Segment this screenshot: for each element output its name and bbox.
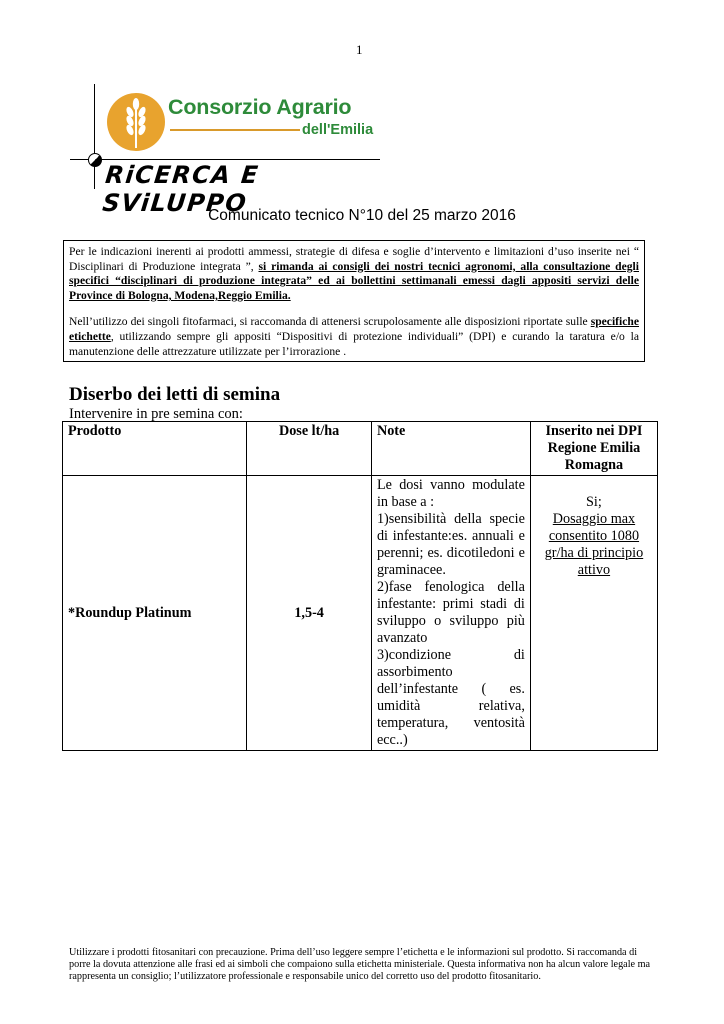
dpi-note: Dosaggio max consentito 1080 gr/ha di principio attivo [544, 511, 644, 578]
notice-p2-emphasis: specifiche etichette [69, 315, 639, 343]
notice-p2-text-end: , utilizzando sempre gli appositi “Dispositivi di protezione individuali” (DPI) e curando la taratura e/o la manutenzione delle attrezzature utilizzate per l’irrorazione . [69, 329, 639, 358]
footer-disclaimer: Utilizzare i prodotti fitosanitari con precauzione. Prima dell’uso leggere sempre l’etichetta e le informazioni sul prodotto. Si raccomanda di porre la dovuta attenzione alle frasi ed ai simboli che compaiono sulla etichetta ministeriale. Questa informativa non ha alcun valore legale ma rappresenta un consiglio; l’utilizzatore professionale e responsabile unico del corretto uso del prodotto fitosanitario. [69, 947, 651, 982]
notice-p1-emphasis: si rimanda ai consigli dei nostri tecnici agronomi, alla consultazione degli specifici “disciplinari di produzione integrata” ed ai bollettini settimanali emessi dagli appositi servizi delle Province di Bologna, Modena,Reggio Emilia. [69, 259, 639, 302]
notice-p1-text: Per le indicazioni inerenti ai prodotti ammessi, strategie di difesa e soglie d’intervento e limitazioni d’uso inserite nei “ Disciplinari di Produzione integrata ”, [69, 245, 639, 273]
logo-circle-mark [88, 153, 102, 167]
notice-paragraph-1 [69, 245, 639, 303]
product-notes-text: Le dosi vanno modulate in base a : 1)sensibilità della specie di infestante:es. annuali e perenni; es. dicotiledoni e graminacee. 2)fase fenologica della infestante: primi stadi di sviluppo o sviluppo più avanzato 3)condizione di assorbimento dell’infestante ( es. umidità relativa, temperatura, ventosità ecc..) [376, 477, 525, 748]
logo-brand-text: Consorzio Agrario [168, 95, 352, 119]
logo-horizontal-rule [70, 159, 380, 160]
notice-paragraph-2 [69, 315, 639, 359]
page-number: 1 [356, 42, 363, 57]
product-dpi [530, 476, 657, 751]
logo-gold-rule [170, 129, 300, 131]
logo-sub-text: dell'Emilia [302, 122, 374, 138]
logo-tagline: RiCERCA E SViLUPPO [101, 161, 261, 217]
consorzio-logo [70, 82, 382, 217]
dpi-yes: Si; [586, 494, 602, 510]
section-title: Diserbo dei letti di semina [69, 384, 281, 405]
product-name: *Roundup Platinum [63, 476, 247, 751]
product-table [62, 421, 658, 751]
header-prodotto: Prodotto [63, 422, 247, 476]
product-dose: 1,5-4 [247, 476, 372, 751]
table-header-row [63, 422, 658, 476]
product-notes [371, 476, 530, 751]
wheat-icon [106, 90, 166, 154]
table-row [63, 476, 658, 751]
header-dpi: Inserito nei DPI Regione Emilia Romagna [530, 422, 657, 476]
header-note: Note [371, 422, 530, 476]
logo-vertical-rule [94, 84, 95, 189]
section-subtitle: Intervenire in pre semina con: [69, 406, 243, 422]
header-dose: Dose lt/ha [247, 422, 372, 476]
notice-p2-text: Nell’utilizzo dei singoli fitofarmaci, si raccomanda di attenersi scrupolosamente alle disposizioni riportate sulle [69, 315, 591, 329]
comunicato-title: Comunicato tecnico N°10 del 25 marzo 2016 [208, 207, 516, 224]
notice-box [63, 240, 645, 362]
